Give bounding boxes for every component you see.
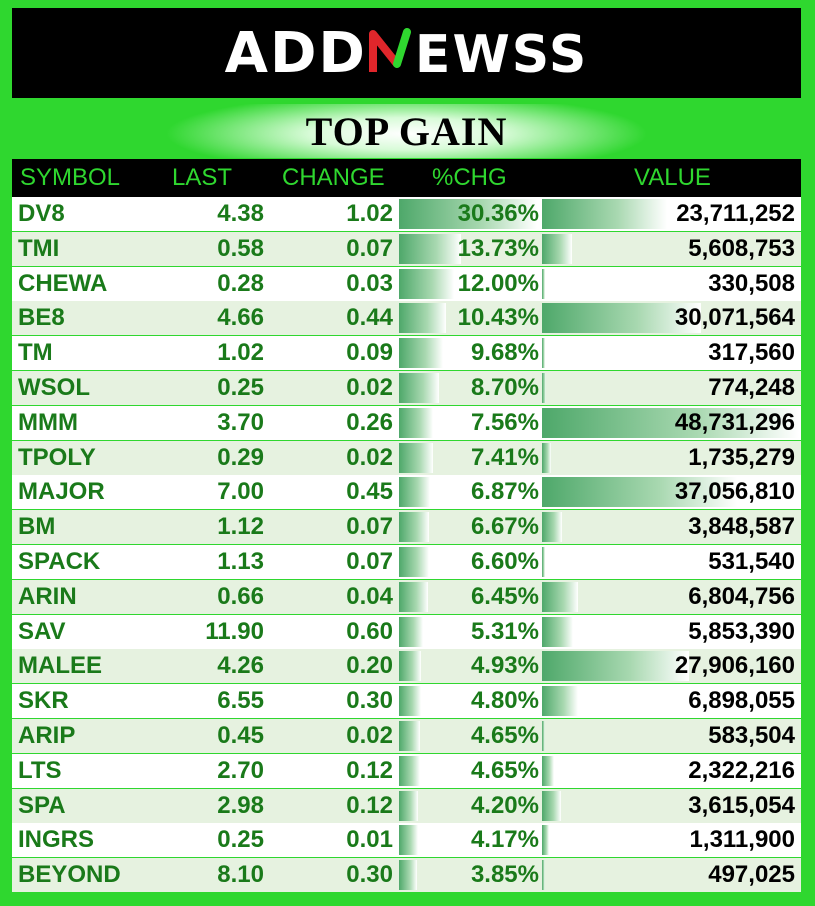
value-bar: [542, 269, 545, 299]
cell-last: 0.28: [217, 269, 264, 297]
cell-symbol: TMI: [18, 234, 60, 262]
table-row: [12, 371, 801, 405]
value-bar: [542, 582, 578, 612]
cell-last: 0.66: [217, 582, 264, 610]
value-bar: [542, 651, 689, 681]
cell-pchg: 4.80%: [470, 687, 539, 715]
cell-symbol: TPOLY: [18, 443, 96, 471]
cell-last: 0.58: [217, 234, 264, 262]
cell-last: 4.26: [217, 652, 264, 680]
cell-change: 0.20: [346, 652, 393, 680]
table-row: [12, 336, 801, 370]
cell-symbol: TM: [18, 339, 53, 367]
cell-pchg: 8.70%: [470, 374, 539, 401]
cell-pchg: 4.17%: [470, 826, 539, 854]
cell-value: 3,848,587: [688, 513, 795, 541]
cell-value: 3,615,054: [688, 791, 795, 819]
pchg-bar: [399, 721, 420, 751]
pchg-bar: [399, 686, 421, 716]
pchg-bar: [399, 547, 429, 577]
cell-pchg: 4.93%: [470, 652, 539, 680]
value-bar: [542, 617, 573, 647]
header-last: LAST: [172, 164, 233, 191]
cell-value: 6,898,055: [688, 687, 795, 715]
cell-change: 0.60: [346, 617, 393, 645]
cell-pchg: 4.65%: [470, 756, 539, 784]
board-frame: [8, 8, 805, 896]
header-symbol: SYMBOL: [20, 164, 121, 191]
pchg-bar: [399, 617, 423, 647]
table-header: [12, 159, 801, 197]
table-row: [12, 441, 801, 475]
header-change: CHANGE: [282, 164, 385, 191]
cell-value: 27,906,160: [674, 652, 795, 680]
cell-symbol: ARIN: [18, 582, 77, 610]
cell-last: 8.10: [217, 861, 264, 889]
cell-change: 0.07: [346, 513, 393, 541]
cell-value: 6,804,756: [688, 582, 795, 610]
cell-value: 23,711,252: [676, 200, 795, 227]
cell-value: 330,508: [708, 269, 795, 297]
cell-pchg: 13.73%: [457, 234, 539, 262]
cell-symbol: DV8: [18, 200, 65, 227]
cell-pchg: 12.00%: [457, 269, 539, 297]
pchg-bar: [399, 477, 430, 507]
value-bar: [542, 512, 562, 542]
cell-change: 0.12: [346, 756, 393, 784]
table-row: [12, 197, 801, 231]
table-row: [12, 858, 801, 892]
pchg-bar: [399, 791, 418, 821]
cell-pchg: 4.65%: [470, 722, 539, 749]
cell-pchg: 6.60%: [470, 548, 539, 575]
cell-symbol: CHEWA: [18, 269, 108, 297]
title-band: [12, 104, 801, 158]
cell-symbol: BE8: [18, 304, 65, 332]
cell-pchg: 7.56%: [470, 408, 539, 436]
cell-symbol: SKR: [18, 687, 69, 715]
cell-change: 0.30: [346, 861, 393, 889]
cell-change: 0.09: [346, 339, 393, 367]
value-bar: [542, 199, 667, 229]
pchg-bar: [399, 338, 443, 368]
table-row: [12, 475, 801, 509]
cell-last: 4.38: [217, 200, 264, 227]
cell-symbol: BEYOND: [18, 861, 121, 889]
table-row: [12, 301, 801, 335]
logo-right: EWSS: [414, 24, 589, 85]
value-bar: [542, 825, 549, 855]
cell-value: 2,322,216: [688, 756, 795, 784]
cell-symbol: WSOL: [18, 374, 90, 401]
cell-value: 497,025: [708, 861, 795, 889]
cell-last: 2.70: [217, 756, 264, 784]
cell-value: 48,731,296: [674, 408, 795, 436]
value-bar: [542, 373, 546, 403]
cell-pchg: 6.87%: [470, 478, 539, 506]
cell-last: 11.90: [205, 617, 264, 645]
logo-left: ADD: [224, 20, 367, 86]
cell-value: 531,540: [708, 548, 795, 575]
table-row: [12, 754, 801, 788]
cell-pchg: 6.45%: [470, 582, 539, 610]
table-row: [12, 510, 801, 544]
logo-bar: [12, 8, 801, 98]
table-row: [12, 232, 801, 266]
cell-pchg: 7.41%: [470, 443, 539, 471]
table-row: [12, 649, 801, 683]
cell-value: 317,560: [708, 339, 795, 367]
cell-last: 0.25: [217, 374, 264, 401]
brand-logo: [225, 21, 589, 86]
pchg-bar: [399, 408, 433, 438]
cell-last: 6.55: [217, 687, 264, 715]
cell-change: 0.03: [346, 269, 393, 297]
cell-change: 0.45: [346, 478, 393, 506]
cell-symbol: MMM: [18, 408, 78, 436]
cell-change: 1.02: [346, 200, 393, 227]
table-row: [12, 684, 801, 718]
cell-symbol: LTS: [18, 756, 62, 784]
value-bar: [542, 234, 572, 264]
cell-last: 0.45: [217, 722, 264, 749]
value-bar: [542, 547, 545, 577]
cell-value: 1,735,279: [688, 443, 795, 471]
value-bar: [542, 860, 545, 890]
table-row: [12, 823, 801, 857]
table-row: [12, 719, 801, 753]
table-row: [12, 580, 801, 614]
pchg-bar: [399, 756, 420, 786]
cell-last: 1.02: [217, 339, 264, 367]
header-value: VALUE: [634, 164, 711, 191]
pchg-bar: [399, 443, 433, 473]
cell-change: 0.12: [346, 791, 393, 819]
cell-change: 0.02: [346, 443, 393, 471]
pchg-bar: [399, 651, 421, 681]
cell-change: 0.07: [346, 548, 393, 575]
cell-change: 0.44: [346, 304, 393, 332]
cell-change: 0.07: [346, 234, 393, 262]
table-row: [12, 615, 801, 649]
cell-symbol: MAJOR: [18, 478, 105, 506]
cell-pchg: 9.68%: [470, 339, 539, 367]
cell-symbol: SPA: [18, 791, 66, 819]
cell-last: 1.13: [217, 548, 264, 575]
cell-pchg: 4.20%: [470, 791, 539, 819]
cell-last: 2.98: [217, 791, 264, 819]
pchg-bar: [399, 582, 428, 612]
table-row: [12, 789, 801, 823]
cell-value: 5,608,753: [688, 234, 795, 262]
cell-pchg: 5.31%: [470, 617, 539, 645]
cell-value: 5,853,390: [688, 617, 795, 645]
cell-change: 0.02: [346, 722, 393, 749]
cell-last: 3.70: [217, 408, 264, 436]
cell-last: 0.25: [217, 826, 264, 854]
cell-change: 0.30: [346, 687, 393, 715]
cell-symbol: SAV: [18, 617, 66, 645]
cell-value: 583,504: [708, 722, 795, 749]
cell-symbol: MALEE: [18, 652, 102, 680]
value-bar: [542, 791, 561, 821]
value-bar: [542, 721, 545, 751]
pchg-bar: [399, 234, 461, 264]
pchg-bar: [399, 373, 439, 403]
cell-symbol: SPACK: [18, 548, 101, 575]
table-row: [12, 267, 801, 301]
pchg-bar: [399, 825, 418, 855]
page-title: TOP GAIN: [305, 108, 508, 154]
cell-value: 774,248: [708, 374, 795, 401]
value-bar: [542, 443, 551, 473]
value-bar: [542, 338, 545, 368]
cell-change: 0.04: [346, 582, 393, 610]
cell-value: 30,071,564: [674, 304, 795, 332]
pchg-bar: [399, 860, 417, 890]
cell-symbol: BM: [18, 513, 56, 541]
cell-symbol: ARIP: [18, 722, 76, 749]
cell-pchg: 30.36%: [457, 200, 539, 227]
cell-last: 7.00: [217, 478, 264, 506]
header-pchg: %CHG: [432, 164, 507, 191]
cell-change: 0.26: [346, 408, 393, 436]
cell-last: 0.29: [217, 443, 264, 471]
table-row: [12, 406, 801, 440]
cell-value: 37,056,810: [674, 478, 795, 506]
cell-symbol: INGRS: [18, 826, 95, 854]
cell-last: 4.66: [217, 304, 264, 332]
value-bar: [542, 756, 554, 786]
cell-value: 1,311,900: [689, 826, 795, 854]
value-bar: [542, 686, 578, 716]
cell-change: 0.01: [346, 826, 393, 854]
cell-pchg: 10.43%: [457, 304, 539, 332]
pchg-bar: [399, 269, 454, 299]
cell-pchg: 6.67%: [470, 513, 539, 541]
cell-pchg: 3.85%: [470, 861, 539, 889]
pchg-bar: [399, 512, 429, 542]
table-row: [12, 545, 801, 579]
pchg-bar: [399, 303, 446, 333]
cell-last: 1.12: [217, 513, 264, 541]
cell-change: 0.02: [346, 374, 393, 401]
logo-n-icon: [367, 28, 415, 76]
